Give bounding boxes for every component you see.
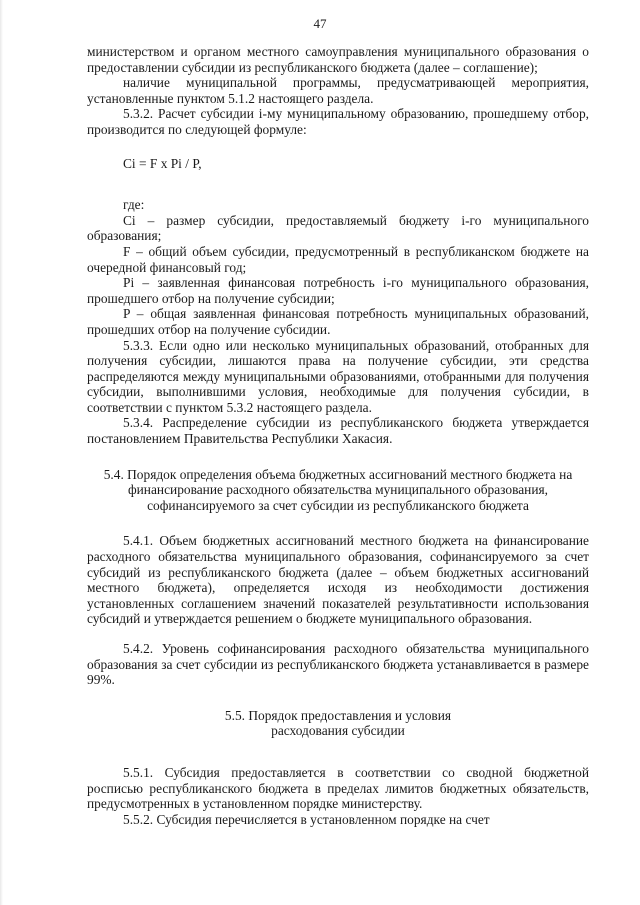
section-heading-5-4-line-1: 5.4. Порядок определения объема бюджетных ассигнований местного бюджета на <box>103 466 573 482</box>
definition-f: F – общий объем субсидии, предусмотренный в республиканском бюджете на очередной финансовый год; <box>87 243 589 275</box>
section-heading-5-5-line-2: расходования субсидии <box>271 723 405 739</box>
paragraph-5-3-3: 5.3.3. Если одно или несколько муниципальных образований, отобранных для получения субсидии, лишаются права на получение субсидии, эти средства распределяются между муниципальными образованиями, отобранными для получения субсидии, выполнившими условия, необходимые для получения субсидии, в соответствии с пунктом 5.3.2 настоящего раздела. <box>87 337 589 415</box>
scan-edge <box>0 0 3 905</box>
section-heading-5-5-line-1: 5.5. Порядок предоставления и условия <box>224 707 452 723</box>
paragraph-municipal-program: наличие муниципальной программы, предусматривающей мероприятия, установленные пунктом 5.1.2 настоящего раздела. <box>87 75 589 106</box>
section-heading-5-5 <box>87 708 589 739</box>
definition-ci: Ci – размер субсидии, предоставляемый бюджету i-го муниципального образования; <box>87 212 589 244</box>
paragraph-5-4-1: 5.4.1. Объем бюджетных ассигнований местного бюджета на финансирование расходного обязательства муниципального образования, софинансируемого за счет субсидий из республиканского бюджета (далее – объем бюджетных ассигнований местного бюджета), определяется исходя из необходимости достижения установленных соглашением значений показателей результативности использования субсидий и утверждается решением о бюджете муниципального образования. <box>87 533 589 627</box>
paragraph-5-5-2: 5.5.2. Субсидия перечисляется в установленном порядке на счет <box>123 811 490 827</box>
section-heading-5-4-line-3: софинансируемого за счет субсидии из республиканского бюджета <box>147 497 529 513</box>
document-body <box>87 44 589 827</box>
paragraph-5-3-2: 5.3.2. Расчет субсидии i-му муниципальному образованию, прошедшему отбор, производится по следующей формуле: <box>87 106 589 137</box>
definition-p: P – общая заявленная финансовая потребность муниципальных образований, прошедших отбор на получение субсидии. <box>87 306 589 337</box>
paragraph-where: где: <box>123 197 145 213</box>
paragraph-5-4-2: 5.4.2. Уровень софинансирования расходного обязательства муниципального образования за счет субсидии из республиканского бюджета устанавливается в размере 99%. <box>87 641 589 688</box>
definition-pi: Pi – заявленная финансовая потребность i-го муниципального образования, прошедшего отбор на получение субсидии; <box>87 275 589 306</box>
subsidy-formula: Ci = F x Pi / P, <box>123 155 202 171</box>
section-heading-5-4 <box>87 467 589 514</box>
section-heading-5-4-line-2: финансирование расходного обязательства муниципального образования, <box>127 482 549 498</box>
paragraph-agreement: министерством и органом местного самоуправления муниципального образования о предоставлении субсидии из республиканского бюджета (далее – соглашение); <box>87 44 589 75</box>
paragraph-5-3-4: 5.3.4. Распределение субсидии из республиканского бюджета утверждается постановлением Правительства Республики Хакасия. <box>87 415 589 447</box>
paragraph-5-5-1: 5.5.1. Субсидия предоставляется в соответствии со сводной бюджетной росписью республиканского бюджета в пределах лимитов бюджетных обязательств, предусмотренных в установленном порядке министерству. <box>87 764 589 812</box>
page-number: 47 <box>313 16 327 31</box>
